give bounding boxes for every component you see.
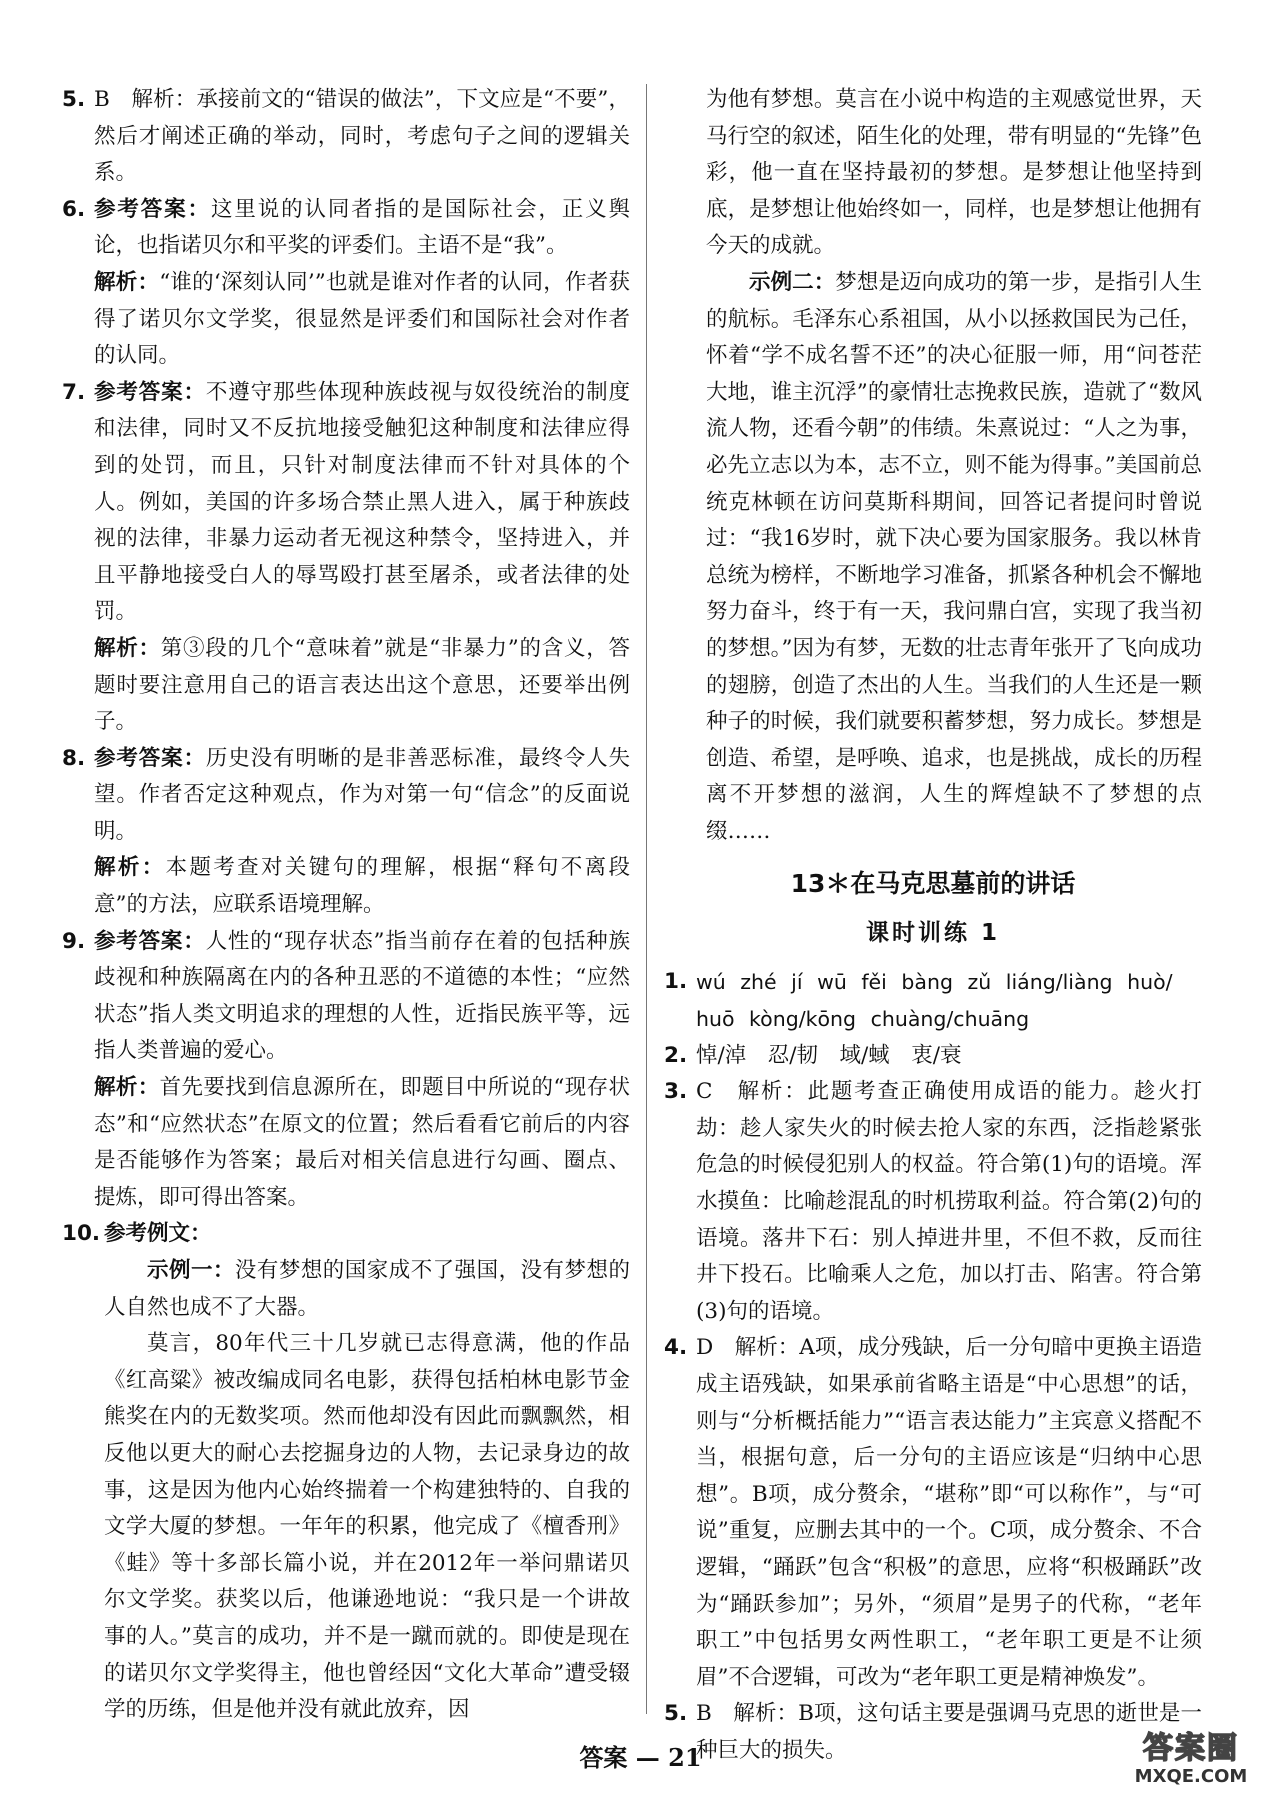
answer-label: 参考答案： — [94, 379, 206, 405]
item-number: 5. — [62, 87, 86, 112]
answer-item-6 — [62, 192, 630, 375]
analysis-text: 第③段的几个“意味着”就是“非暴力”的含义，答题时要注意用自己的语言表达出这个意思，还要举出例子。 — [94, 635, 630, 735]
analysis-label: 解析： — [94, 855, 166, 881]
watermark-logo-text: 答案圈 — [1143, 1731, 1239, 1766]
answer-item-10 — [62, 1216, 630, 1728]
pinyin-line: wú zhé jí wū fěi bàng zǔ liáng/liàng huò/ — [696, 970, 1173, 995]
answer-text: 不遵守那些体现种族歧视与奴役统治的制度和法律，同时又不反抗地接受触犯这种制度和法律应得到的处罚，而且，只针对制度法律而不针对具体的个人。例如，美国的许多场合禁止黑人进入，属于种族歧视的法律，非暴力运动者无视这种禁令，坚持进入，并且平静地接受白人的辱骂殴打甚至屠杀，或者法律的处罚。 — [94, 379, 630, 625]
item-number: 4. — [664, 1335, 688, 1361]
example-body: 梦想是迈向成功的第一步，是指引人生的航标。毛泽东心系祖国，从小以拯救国民为己任，怀着“学不成名誓不还”的决心征服一师，用“问苍茫大地，谁主沉浮”的豪情壮志挽救民族，造就了“数风流人物，还看今朝”的伟绩。朱熹说过：“人之为事，必先立志以为本，志不立，则不能为得事。”美国前总统克林顿在访问莫斯科期间，回答记者提问时曾说过：“我16岁时，就下决心要为国家服务。我以林肯总统为榜样，不断地学习准备，抓紧各种机会不懈地努力奋斗，终于有一天，我问鼎白宫，实现了我当初的梦想。”因为有梦，无数的壮志青年张开了飞向成功的翅膀，创造了杰出的人生。当我们的人生还是一颗种子的时候，我们就要积蓄梦想，努力成长。梦想是创造、希望，是呼唤、追求，也是挑战，成长的历程离不开梦想的滋润，人生的辉煌缺不了梦想的点缀…… — [706, 269, 1202, 844]
example-intro: 没有梦想的国家成不了强国，没有梦想的人自然也成不了大器。 — [104, 1258, 630, 1320]
item-number: 9. — [62, 928, 86, 954]
pinyin-line: huō kòng/kōng chuàng/chuāng — [696, 1007, 1030, 1032]
item-number: 6. — [62, 196, 86, 222]
example-continuation — [664, 82, 1202, 850]
item-number: 5. — [664, 1701, 688, 1727]
answer-item-8 — [62, 741, 630, 924]
answer-label: 参考例文： — [104, 1221, 212, 1247]
answer-item-1 — [664, 964, 1202, 1037]
item-number: 3. — [664, 1079, 688, 1105]
right-column — [664, 82, 1202, 1770]
item-text: C 解析：此题考查正确使用成语的能力。趁火打劫：趁人家失火的时候去抢人家的东西，泛指趁紧张危急的时候侵犯别人的权益。符合第(1)句的语境。浑水摸鱼：比喻趁混乱的时机捞取利益。符合第(2)句的语境。落井下石：别人掉进井里，不但不救，反而往井下投石。比喻乘人之危，加以打击、陷害。符合第(3)句的语境。 — [696, 1079, 1202, 1324]
continuation-text: 为他有梦想。莫言在小说中构造的主观感觉世界，天马行空的叙述，陌生化的处理，带有明显的“先锋”色彩，他一直在坚持最初的梦想。是梦想让他坚持到底，是梦想让他始终如一，同样，也是梦想让他拥有今天的成就。 — [706, 87, 1202, 259]
analysis-label: 解析： — [94, 1075, 160, 1101]
site-watermark — [1113, 1732, 1269, 1792]
answer-text: 人性的“现存状态”指当前存在着的包括种族歧视和种族隔离在内的各种丑恶的不道德的本性；“应然状态”指人类文明追求的理想的人性，近指民族平等，远指人类普遍的爱心。 — [94, 928, 630, 1064]
analysis-text: 本题考查对关键句的理解，根据“释句不离段意”的方法，应联系语境理解。 — [94, 855, 630, 918]
footer-label: 答案 — [579, 1743, 628, 1772]
item-text: D 解析：A项，成分残缺，后一分句暗中更换主语造成主语残缺，如果承前省略主语是“中心思想”的话，则与“分析概括能力”“语言表达能力”主宾意义搭配不当，根据句意，后一分句的主语应该是“归纳中心思想”。B项，成分赘余，“堪称”即“可以称作”，与“可说”重复，应删去其中的一个。C项，成分赘余、不合逻辑，“踊跃”包含“积极”的意思，应将“积极踊跃”改为“踊跃参加”；另外，“须眉”是男子的代称，“老年职工”中包括男女两性职工，“老年职工更是不让须眉”不合逻辑，可改为“老年职工更是精神焕发”。 — [696, 1335, 1202, 1690]
example-label: 示例一： — [147, 1258, 235, 1283]
item-number: 1. — [664, 969, 688, 995]
item-number: 7. — [62, 379, 86, 405]
analysis-text: “谁的‘深刻认同’”也就是谁对作者的认同，作者获得了诺贝尔文学奖，很显然是评委们和国际社会对作者的认同。 — [94, 269, 630, 369]
item-number: 2. — [664, 1042, 688, 1068]
left-column — [62, 82, 630, 1729]
analysis-text: 首先要找到信息源所在，即题目中所说的“现存状态”和“应然状态”在原文的位置；然后看看它前后的内容是否能够作为答案；最后对相关信息进行勾画、圈点、提炼，即可得出答案。 — [94, 1075, 630, 1210]
section-title: 13＊在马克思墓前的讲话 — [790, 869, 1076, 899]
item-number: 8. — [62, 745, 86, 771]
answer-text: 这里说的认同者指的是国际社会，正义舆论，也指诺贝尔和平奖的评委们。主语不是“我”。 — [94, 196, 630, 259]
page-footer — [0, 1738, 1281, 1773]
analysis-label: 解析： — [94, 269, 160, 295]
item-text: B 解析：承接前文的“错误的做法”，下文应是“不要”，然后才阐述正确的举动，同时，考虑句子之间的逻辑关系。 — [94, 87, 630, 186]
answer-item-7 — [62, 375, 630, 741]
answer-item-5 — [62, 82, 630, 192]
item-text: 悼/淖 忍/韧 域/蜮 衷/衰 — [696, 1042, 962, 1068]
answer-label: 参考答案： — [94, 196, 211, 222]
answer-label: 参考答案： — [94, 928, 206, 954]
analysis-label: 解析： — [94, 635, 161, 661]
answer-item-3 — [664, 1074, 1202, 1330]
item-number: 10. — [62, 1221, 101, 1247]
page-number: 21 — [668, 1743, 702, 1772]
example-label: 示例二： — [749, 269, 836, 295]
column-divider — [646, 84, 647, 1714]
watermark-url: MXQE.COM — [1134, 1766, 1248, 1787]
item-text: B 解析：B项，这句话主要是强调马克思的逝世是一种巨大的损失。 — [696, 1701, 1202, 1763]
section-subtitle: 课时训练 1 — [865, 920, 1000, 947]
example-body: 莫言，80年代三十几岁就已志得意满，他的作品《红高粱》被改编成同名电影，获得包括柏林电影节金熊奖在内的无数奖项。然而他却没有因此而飘飘然，相反他以更大的耐心去挖掘身边的人物，去记录身边的故事，这是因为他内心始终揣着一个构建独特的、自我的文学大厦的梦想。一年年的积累，他完成了《檀香刑》《蛙》等十多部长篇小说，并在2012年一举问鼎诺贝尔文学奖。获奖以后，他谦逊地说：“我只是一个讲故事的人。”莫言的成功，并不是一蹴而就的。即使是现在的诺贝尔文学奖得主，他也曾经因“文化大革命”遭受辍学的历练，但是他并没有就此放弃，因 — [104, 1331, 630, 1723]
answer-item-9 — [62, 924, 630, 1217]
answer-item-2 — [664, 1038, 1202, 1075]
answer-text: 历史没有明晰的是非善恶标准，最终令人失望。作者否定这种观点，作为对第一句“信念”的反面说明。 — [94, 745, 630, 844]
footer-dash: — — [635, 1743, 660, 1772]
answer-item-4 — [664, 1330, 1202, 1696]
answer-label: 参考答案： — [94, 745, 206, 771]
